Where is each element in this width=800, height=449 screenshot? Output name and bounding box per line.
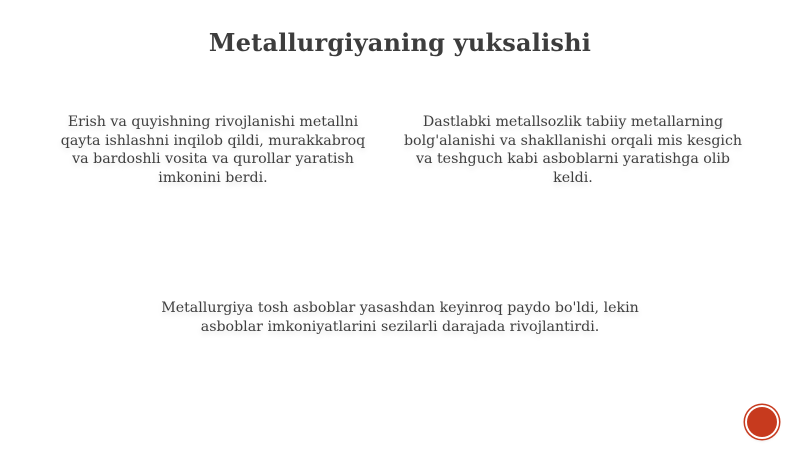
right-text-block: Dastlabki metallsozlik tabiiy metallarning bolg'alanishi va shakllanishi orqali mis kesgich va teshguch kabi asboblarni yaratishga olib keldi.: [403, 114, 743, 186]
circle-nav-icon[interactable]: [747, 407, 777, 437]
slide-title: Metallurgiyaning yuksalishi: [208, 28, 592, 57]
left-text-block: Erish va quyishning rivojlanishi metallni qayta ishlashni inqilob qildi, murakkabroq va bardoshli vosita va qurollar yaratish imkonini berdi.: [60, 114, 366, 186]
bottom-text-block: Metallurgiya tosh asboblar yasashdan keyinroq paydo bo'ldi, lekin asboblar imkoniyatlarini sezilarli darajada rivojlantirdi.: [161, 300, 639, 335]
